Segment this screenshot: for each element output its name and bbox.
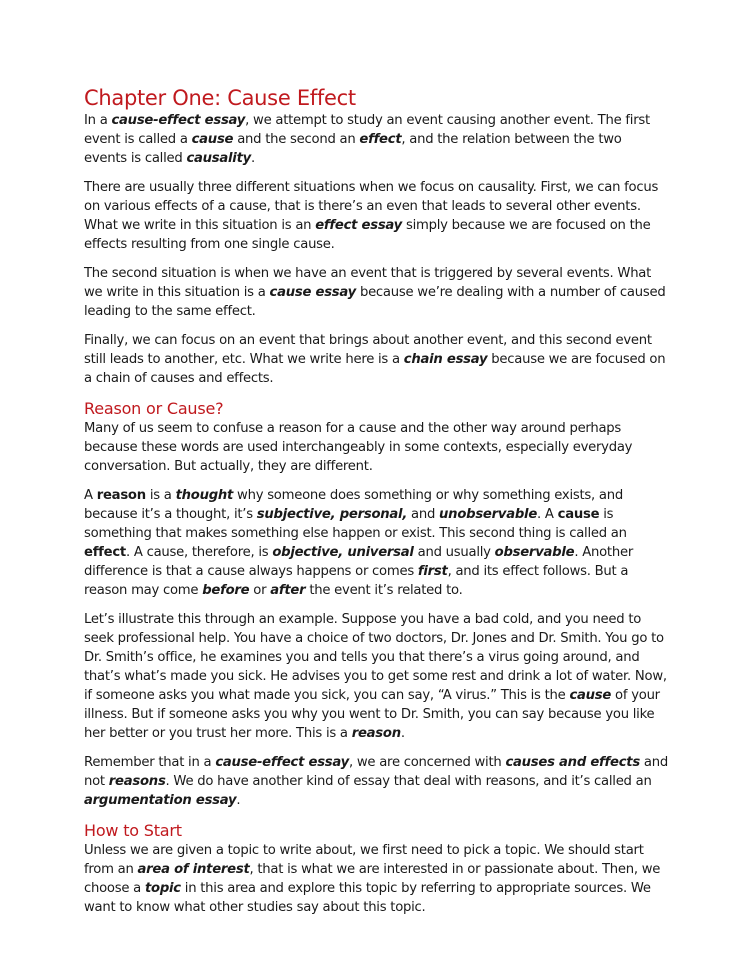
- emphasized-term: effect essay: [315, 218, 403, 233]
- paragraph: Let’s illustrate this through an example. Suppose you have a bad cold, and you need to seek professional help. You have a choice of two doctors, Dr. Jones and Dr. Smith. You go to Dr. Smith’s office, he examines you and tells you that there’s a virus going around, and that’s what’s made you sick. He advises you to get some rest and drink a lot of water. Now, if someone asks you what made you sick, you can say, “A virus.” This is the cause of your illness. But if someone asks you why you went to Dr. Smith, you can say because you like her better or you trust her more. This is a reason.: [84, 612, 667, 741]
- paragraph: Many of us seem to confuse a reason for a cause and the other way around perhaps because these words are used interchangeably in some contexts, especially everyday conversation. But actually, they are different.: [84, 421, 633, 474]
- document-page: [84, 86, 668, 927]
- paragraph: There are usually three different situations when we focus on causality. First, we can focus on various effects of a cause, that is there’s an even that leads to several other events. What we write in this situation is an effect essay simply because we are focused on the effects resulting from one single cause.: [84, 180, 659, 252]
- emphasized-term: topic: [144, 881, 181, 896]
- emphasized-term: effect: [359, 132, 402, 147]
- emphasized-term: argumentation essay: [84, 793, 237, 808]
- emphasized-term: subjective, personal,: [256, 507, 408, 522]
- paragraph: The second situation is when we have an event that is triggered by several events. What we write in this situation is a cause essay because we’re dealing with a number of caused leading to the same effect.: [84, 266, 666, 319]
- emphasized-term: cause: [191, 132, 234, 147]
- emphasized-term: cause-effect essay: [111, 113, 246, 128]
- emphasized-term: area of interest: [137, 862, 250, 877]
- emphasized-term: causes and effects: [505, 755, 640, 770]
- emphasized-term: cause: [569, 688, 612, 703]
- emphasized-term: chain essay: [403, 352, 488, 367]
- bold-term: cause: [557, 507, 600, 522]
- paragraph: In a cause-effect essay, we attempt to study an event causing another event. The first event is called a cause and the second an effect, and the relation between the two events is called causality.: [84, 113, 650, 166]
- emphasized-term: reason: [351, 726, 401, 741]
- section: [84, 820, 668, 917]
- section-heading: Reason or Cause?: [84, 399, 224, 418]
- emphasized-term: objective, universal: [272, 545, 414, 560]
- emphasized-term: before: [202, 583, 250, 598]
- section-heading: How to Start: [84, 821, 182, 840]
- emphasized-term: observable: [494, 545, 575, 560]
- paragraph: A reason is a thought why someone does something or why something exists, and because it’s a thought, it’s subjective, personal, and unobservable. A cause is something that makes something else happen or exist. This second thing is called an effect. A cause, therefore, is objective, universal and usually observable. Another difference is that a cause always happens or comes first, and its effect follows. But a reason may come before or after the event it’s related to.: [84, 488, 633, 598]
- emphasized-term: first: [417, 564, 448, 579]
- emphasized-term: reasons: [108, 774, 166, 789]
- paragraph: Unless we are given a topic to write about, we first need to pick a topic. We should start from an area of interest, that is what we are interested in or passionate about. Then, we choose a topic in this area and explore this topic by referring to appropriate sources. We want to know what other studies say about this topic.: [84, 843, 661, 915]
- document-body: [84, 111, 668, 917]
- emphasized-term: causality: [186, 151, 251, 166]
- emphasized-term: cause essay: [269, 285, 356, 300]
- bold-term: reason: [96, 488, 146, 503]
- bold-term: effect: [84, 545, 126, 560]
- emphasized-term: thought: [175, 488, 234, 503]
- chapter-title: Chapter One: Cause Effect: [84, 86, 356, 110]
- emphasized-term: cause-effect essay: [215, 755, 349, 770]
- section: [84, 398, 668, 810]
- emphasized-term: unobservable: [439, 507, 538, 522]
- paragraph: Finally, we can focus on an event that brings about another event, and this second event still leads to another, etc. What we write here is a chain essay because we are focused on a chain of causes and effects.: [84, 333, 666, 386]
- section: [84, 111, 668, 388]
- paragraph: Remember that in a cause-effect essay, we are concerned with causes and effects and not reasons. We do have another kind of essay that deal with reasons, and it’s called an argumentation essay.: [84, 755, 668, 808]
- emphasized-term: after: [270, 583, 306, 598]
